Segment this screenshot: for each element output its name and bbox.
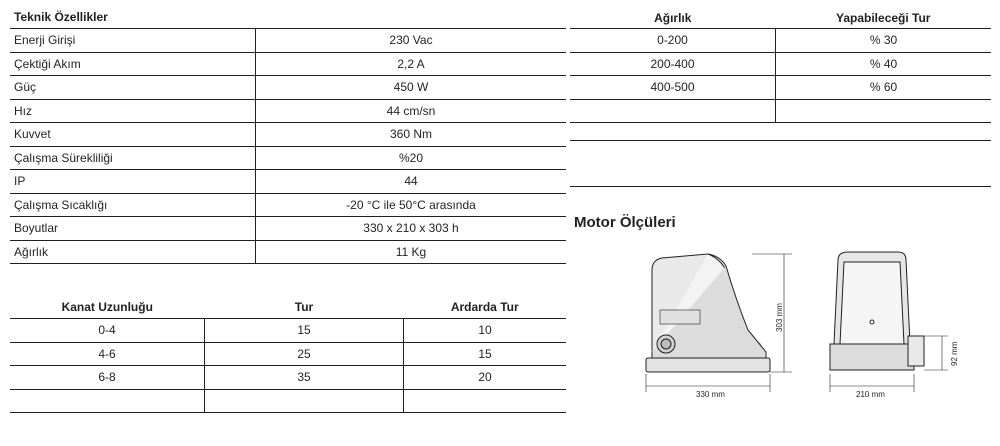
spec-table-title: Teknik Özellikler — [10, 6, 566, 29]
spec-value: 44 cm/sn — [256, 99, 567, 123]
consecutive-turn-header: Ardarda Tur — [404, 296, 567, 319]
turns-cell: % 60 — [776, 76, 992, 100]
weight-table — [570, 8, 991, 123]
spec-value: %20 — [256, 146, 567, 170]
base-dimension-label: 92 mm — [950, 341, 959, 366]
motor-front-view — [646, 254, 770, 372]
wing-length-cell-empty — [10, 389, 205, 413]
spec-label: Kuvvet — [10, 123, 256, 147]
spec-label: Enerji Girişi — [10, 29, 256, 53]
motor-dimensions-title: Motor Ölçüleri — [574, 214, 676, 231]
table-row — [10, 319, 566, 343]
table-row — [10, 389, 566, 413]
consecutive-turn-cell-empty — [404, 389, 567, 413]
table-row — [10, 366, 566, 390]
weight-cell: 200-400 — [570, 52, 776, 76]
spec-label: Çektiği Akım — [10, 52, 256, 76]
wing-length-table — [10, 296, 566, 413]
table-row — [10, 99, 566, 123]
height-dimension-label: 303 mm — [775, 303, 784, 332]
consecutive-turn-cell: 20 — [404, 366, 567, 390]
motor-drawing — [630, 240, 995, 410]
turn-cell: 25 — [205, 342, 404, 366]
spec-value: 230 Vac — [256, 29, 567, 53]
divider — [570, 186, 991, 187]
turns-cell-empty — [776, 99, 992, 123]
table-row — [10, 76, 566, 100]
divider — [570, 140, 991, 141]
depth-dimension-label: 210 mm — [856, 390, 885, 399]
table-row — [10, 193, 566, 217]
spec-label: Hız — [10, 99, 256, 123]
turns-header: Yapabileceği Tur — [776, 8, 992, 29]
consecutive-turn-cell: 15 — [404, 342, 567, 366]
spec-value: 330 x 210 x 303 h — [256, 217, 567, 241]
spec-label: Boyutlar — [10, 217, 256, 241]
spec-table — [10, 6, 566, 264]
spec-value: 450 W — [256, 76, 567, 100]
spec-value: 44 — [256, 170, 567, 194]
wing-length-cell: 0-4 — [10, 319, 205, 343]
weight-header: Ağırlık — [570, 8, 776, 29]
turns-cell: % 30 — [776, 29, 992, 53]
spec-label: IP — [10, 170, 256, 194]
table-row — [570, 99, 991, 123]
weight-cell-empty — [570, 99, 776, 123]
turn-cell: 35 — [205, 366, 404, 390]
turns-cell: % 40 — [776, 52, 992, 76]
spec-label: Çalışma Sürekliliği — [10, 146, 256, 170]
turn-cell: 15 — [205, 319, 404, 343]
spec-value: 2,2 A — [256, 52, 567, 76]
weight-cell: 0-200 — [570, 29, 776, 53]
table-row — [10, 146, 566, 170]
spec-label: Güç — [10, 76, 256, 100]
table-row — [570, 52, 991, 76]
table-row — [570, 29, 991, 53]
motor-side-view — [830, 252, 924, 370]
spec-value: 360 Nm — [256, 123, 567, 147]
spec-value: 11 Kg — [256, 240, 567, 264]
spec-label: Ağırlık — [10, 240, 256, 264]
spec-label: Çalışma Sıcaklığı — [10, 193, 256, 217]
width-dimension-label: 330 mm — [696, 390, 725, 399]
table-row — [10, 123, 566, 147]
wing-length-cell: 4-6 — [10, 342, 205, 366]
wing-length-header: Kanat Uzunluğu — [10, 296, 205, 319]
wing-length-cell: 6-8 — [10, 366, 205, 390]
spec-value: -20 °C ile 50°C arasında — [256, 193, 567, 217]
table-row — [10, 52, 566, 76]
table-row — [10, 29, 566, 53]
table-row — [10, 342, 566, 366]
table-row — [570, 76, 991, 100]
weight-cell: 400-500 — [570, 76, 776, 100]
turn-cell-empty — [205, 389, 404, 413]
table-row — [10, 240, 566, 264]
table-row — [10, 217, 566, 241]
turn-header: Tur — [205, 296, 404, 319]
table-row — [10, 170, 566, 194]
consecutive-turn-cell: 10 — [404, 319, 567, 343]
